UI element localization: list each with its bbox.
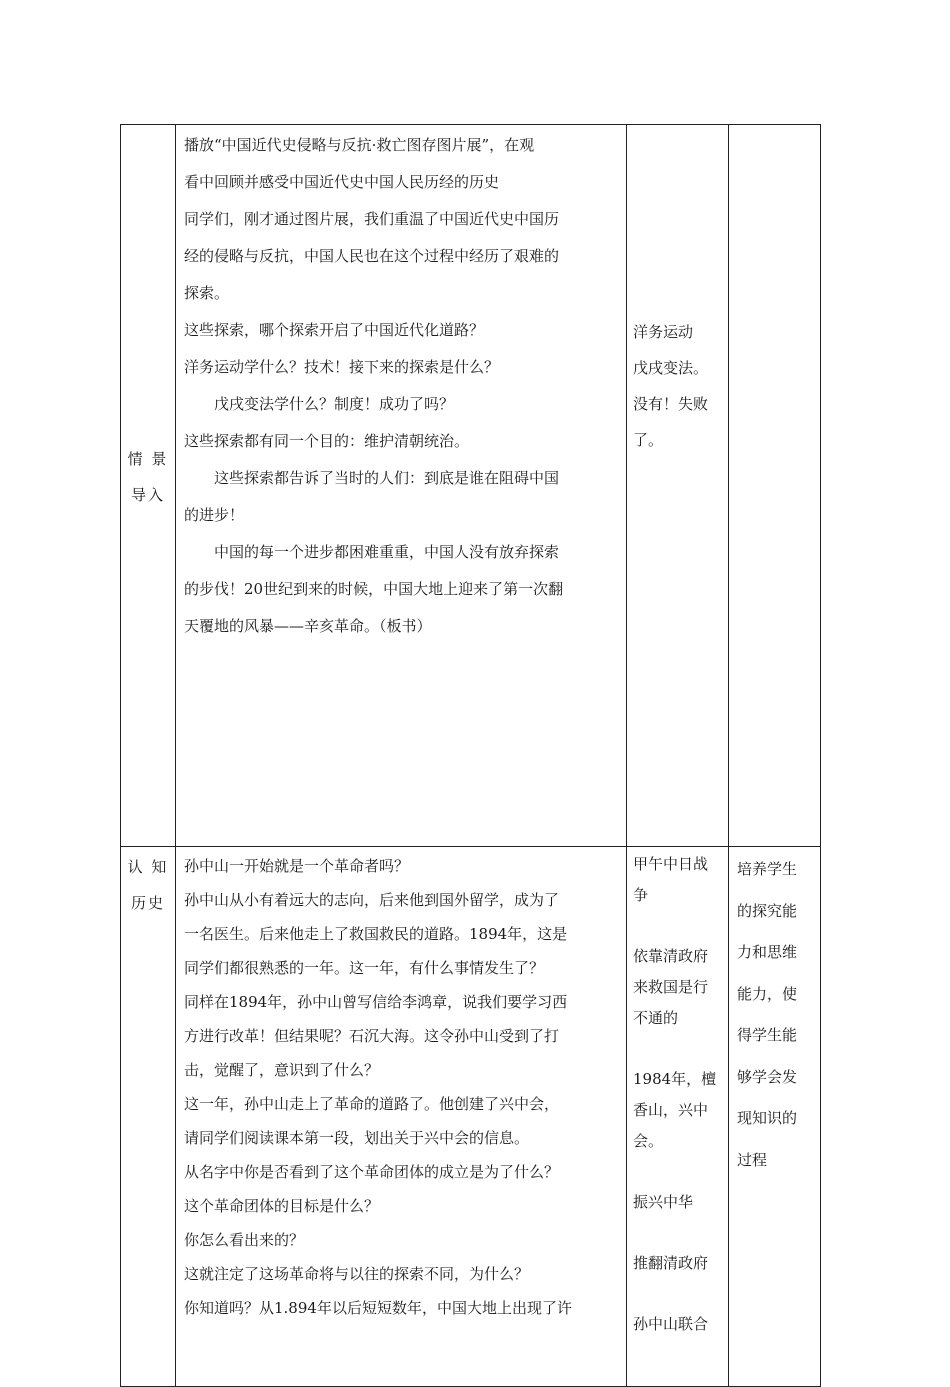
content-line: 探索。 (184, 284, 230, 302)
answer-spacer (633, 1279, 724, 1309)
answer-line: 会。 (633, 1132, 664, 1150)
content-line: 从名字中你是否看到了这个革命团体的成立是为了什么？ (184, 1163, 560, 1181)
answer-line: 推翻清政府 (633, 1254, 709, 1272)
content-line: 天覆地的风暴——辛亥革命。（板书） (184, 617, 432, 635)
content-line: 中国的每一个进步都困难重重，中国人没有放弃探索 (214, 543, 560, 561)
answer-spacer (633, 1034, 724, 1064)
content-line: 你知道吗？从1.894年以后短短数年，中国大地上出现了许 (184, 1299, 572, 1317)
content-line: 的进步！ (184, 506, 245, 524)
row-label-line: 历史 (130, 894, 165, 912)
answer-spacer (633, 911, 724, 941)
goal-line: 力和思维 (737, 943, 798, 961)
content-line: 你怎么看出来的？ (184, 1231, 305, 1249)
student-activity-cell (627, 847, 729, 1387)
content-line: 这些探索，哪个探索开启了中国近代化道路？ (184, 321, 485, 339)
table-row (121, 125, 821, 847)
teaching-content-cell (176, 847, 627, 1387)
answer-line: 没有！失败 (633, 395, 709, 413)
content-line: 方进行改革！但结果呢？石沉大海。这令孙中山受到了打 (184, 1027, 560, 1045)
answer-line: 不通的 (633, 1009, 679, 1027)
teaching-content-cell (176, 125, 627, 847)
goal-line: 培养学生 (737, 860, 798, 878)
answer-line: 香山，兴中 (633, 1101, 709, 1119)
row-label-line: 情 景 (127, 449, 169, 468)
content-line: 一名医生。后来他走上了救国救民的道路。1894年，这是 (184, 925, 568, 943)
content-line: 这些探索都有同一个目的：维护清朝统治。 (184, 432, 470, 450)
answer-line: 振兴中华 (633, 1193, 694, 1211)
answer-line: 了。 (633, 431, 664, 449)
answer-line: 来救国是行 (633, 978, 709, 996)
row-label-line: 导入 (130, 485, 165, 504)
table-row (121, 847, 821, 1387)
content-line: 同学们，刚才通过图片展，我们重温了中国近代史中国历 (184, 210, 560, 228)
content-line: 同学们都很熟悉的一年。这一年，有什么事情发生了？ (184, 959, 545, 977)
goal-line: 得学生能 (737, 1026, 798, 1044)
answer-line: 洋务运动 (633, 323, 694, 341)
content-line: 击，觉醒了，意识到了什么？ (184, 1061, 380, 1079)
design-intent-cell (729, 847, 821, 1387)
content-line: 孙中山一开始就是一个革命者吗？ (184, 857, 410, 875)
goal-line: 现知识的 (737, 1109, 798, 1127)
row-label-line: 认 知 (127, 858, 169, 876)
answer-line: 争 (633, 886, 649, 904)
content-line: 经的侵略与反抗，中国人民也在这个过程中经历了艰难的 (184, 247, 560, 265)
lesson-plan-table (120, 124, 821, 1387)
goal-line: 能力，使 (737, 984, 798, 1003)
answer-spacer (633, 1157, 724, 1187)
content-line: 这一年，孙中山走上了革命的道路了。他创建了兴中会， (184, 1095, 560, 1113)
content-line: 看中回顾并感受中国近代史中国人民历经的历史 (184, 173, 500, 191)
content-line: 请同学们阅读课本第一段，划出关于兴中会的信息。 (184, 1129, 530, 1147)
row-label-cell (121, 125, 176, 847)
content-line: 孙中山从小有着远大的志向，后来他到国外留学，成为了 (184, 891, 560, 909)
goal-line: 过程 (737, 1150, 768, 1169)
content-line: 戊戌变法学什么？制度！成功了吗？ (214, 395, 455, 413)
design-intent-cell (729, 125, 821, 847)
content-line: 播放“中国近代史侵略与反抗·救亡图存图片展”，在观 (184, 136, 535, 154)
content-line: 这些探索都告诉了当时的人们：到底是谁在阻碍中国 (214, 469, 560, 487)
answer-line: 依靠清政府 (633, 947, 709, 965)
student-activity-cell (627, 125, 729, 847)
content-line: 洋务运动学什么？技术！接下来的探索是什么？ (184, 358, 500, 376)
goal-line: 的探究能 (737, 901, 798, 920)
answer-line: 戊戌变法。 (633, 359, 709, 377)
answer-line: 1984年，檀 (633, 1070, 717, 1088)
content-line: 这个革命团体的目标是什么？ (184, 1197, 380, 1215)
answer-spacer (633, 1218, 724, 1248)
row-label-cell (121, 847, 176, 1387)
goal-line: 够学会发 (737, 1067, 798, 1086)
content-line: 的步伐！20世纪到来的时候，中国大地上迎来了第一次翻 (184, 580, 564, 598)
content-line: 同样在1894年，孙中山曾写信给李鸿章，说我们要学习西 (184, 993, 568, 1011)
content-line: 这就注定了这场革命将与以往的探索不同，为什么？ (184, 1265, 530, 1283)
answer-line: 甲午中日战 (633, 855, 709, 873)
answer-line: 孙中山联合 (633, 1315, 709, 1333)
